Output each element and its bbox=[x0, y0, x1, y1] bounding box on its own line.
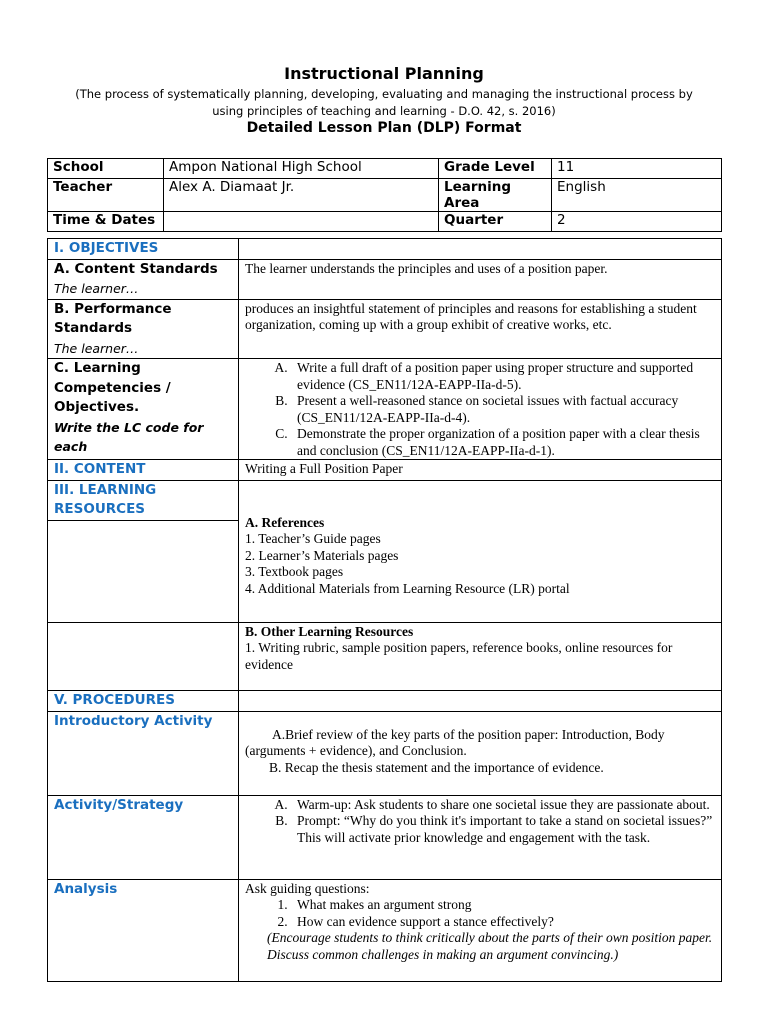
document-subtitle: (The process of systematically planning, developing, evaluating and managing the instructional process by using principles of teaching and learning - D.O. 42, s. 2016) bbox=[75, 87, 693, 118]
grade-label: Grade Level bbox=[439, 159, 552, 179]
other-resources-row bbox=[48, 622, 722, 690]
area-value: English bbox=[552, 179, 722, 212]
intro-activity-row bbox=[48, 711, 722, 795]
reference-item: 3. Textbook pages bbox=[245, 564, 344, 579]
intro-activity-a: A.Brief review of the key parts of the position paper: Introduction, Body (arguments + evidence), and Conclusion. bbox=[245, 726, 665, 758]
grade-value: 11 bbox=[552, 159, 722, 179]
list-item: A. Write a full draft of a position paper using proper structure and supported evidence (CS_EN11/12A-EAPP-IIa-d-5). bbox=[291, 360, 715, 393]
procedures-heading: V. PROCEDURES bbox=[54, 691, 175, 708]
school-label: School bbox=[48, 159, 164, 179]
resources-heading: III. LEARNING RESOURCES bbox=[54, 481, 157, 517]
reference-item: 2. Learner’s Materials pages bbox=[245, 547, 399, 563]
reference-item: 1. Teacher’s Guide pages bbox=[245, 531, 381, 546]
school-value: Ampon National High School bbox=[164, 159, 439, 179]
analysis-row bbox=[48, 879, 722, 981]
list-item: 2. How can evidence support a stance effectively? bbox=[291, 914, 715, 931]
info-table bbox=[47, 158, 722, 232]
reference-item: 4. Additional Materials from Learning Resource (LR) portal bbox=[245, 580, 570, 596]
analysis-note: (Encourage students to think critically about the parts of their own position paper. Discuss common challenges in making an argument convincing.) bbox=[267, 930, 713, 962]
analysis-intro: Ask guiding questions: bbox=[245, 880, 370, 896]
time-label: Time & Dates bbox=[48, 212, 164, 232]
activity-list bbox=[245, 797, 715, 847]
content-standards-text: The learner understands the principles and uses of a position paper. bbox=[245, 260, 608, 276]
other-resources-text: 1. Writing rubric, sample position papers, reference books, online resources for evidence bbox=[245, 640, 673, 672]
content-standards-row bbox=[48, 259, 722, 299]
content-text: Writing a Full Position Paper bbox=[245, 461, 403, 476]
lesson-plan-table bbox=[47, 238, 722, 982]
list-item: B. Prompt: “Why do you think it's important to take a stand on societal issues?” This will activate prior knowledge and engagement with the task. bbox=[291, 813, 715, 846]
content-row bbox=[48, 460, 722, 481]
teacher-label: Teacher bbox=[48, 179, 164, 212]
competencies-list bbox=[245, 360, 715, 459]
list-item: C. Demonstrate the proper organization of a position paper with a clear thesis and conclusion (CS_EN11/12A-EAPP-IIa-d-1). bbox=[291, 426, 715, 459]
performance-standards-sub: The learner… bbox=[54, 340, 139, 356]
intro-activity-b: B. Recap the thesis statement and the importance of evidence. bbox=[269, 759, 604, 775]
competencies-sub: Write the LC code for each bbox=[54, 419, 204, 454]
list-item: 1. What makes an argument strong bbox=[291, 897, 715, 914]
performance-standards-text: produces an insightful statement of principles and reasons for establishing a student organization, coming up with a group exhibit of creative works, etc. bbox=[245, 300, 697, 332]
info-row-school bbox=[48, 159, 722, 179]
content-heading: II. CONTENT bbox=[54, 461, 146, 477]
other-resources-title: B. Other Learning Resources bbox=[245, 623, 414, 639]
document-title: Instructional Planning bbox=[284, 64, 484, 83]
performance-standards-row bbox=[48, 299, 722, 359]
info-row-teacher bbox=[48, 179, 722, 212]
competencies-label: C. Learning Competencies / Objectives. bbox=[54, 360, 171, 415]
procedures-row bbox=[48, 690, 722, 711]
competencies-row bbox=[48, 359, 722, 460]
resources-heading-row bbox=[48, 480, 722, 520]
analysis-label: Analysis bbox=[54, 880, 118, 897]
info-row-time bbox=[48, 212, 722, 232]
content-standards-label: A. Content Standards bbox=[54, 260, 218, 277]
intro-activity-label: Introductory Activity bbox=[54, 712, 213, 729]
analysis-questions bbox=[245, 897, 715, 930]
list-item: A. Warm-up: Ask students to share one societal issue they are passionate about. bbox=[291, 797, 715, 814]
list-item: B. Present a well-reasoned stance on societal issues with factual accuracy (CS_EN11/12A-EAPP-IIa-d-4). bbox=[291, 393, 715, 426]
quarter-label: Quarter bbox=[439, 212, 552, 232]
activity-strategy-label: Activity/Strategy bbox=[54, 796, 184, 813]
quarter-value: 2 bbox=[552, 212, 722, 232]
activity-strategy-row bbox=[48, 795, 722, 879]
performance-standards-label: B. Performance Standards bbox=[54, 300, 172, 336]
time-value bbox=[164, 212, 439, 232]
content-standards-sub: The learner… bbox=[54, 281, 139, 296]
objectives-row bbox=[48, 239, 722, 260]
references-title: A. References bbox=[245, 514, 325, 530]
document-heading: Detailed Lesson Plan (DLP) Format bbox=[246, 120, 522, 136]
objectives-heading: I. OBJECTIVES bbox=[54, 240, 159, 256]
teacher-value: Alex A. Diamaat Jr. bbox=[164, 179, 439, 212]
area-label: Learning Area bbox=[439, 179, 552, 212]
